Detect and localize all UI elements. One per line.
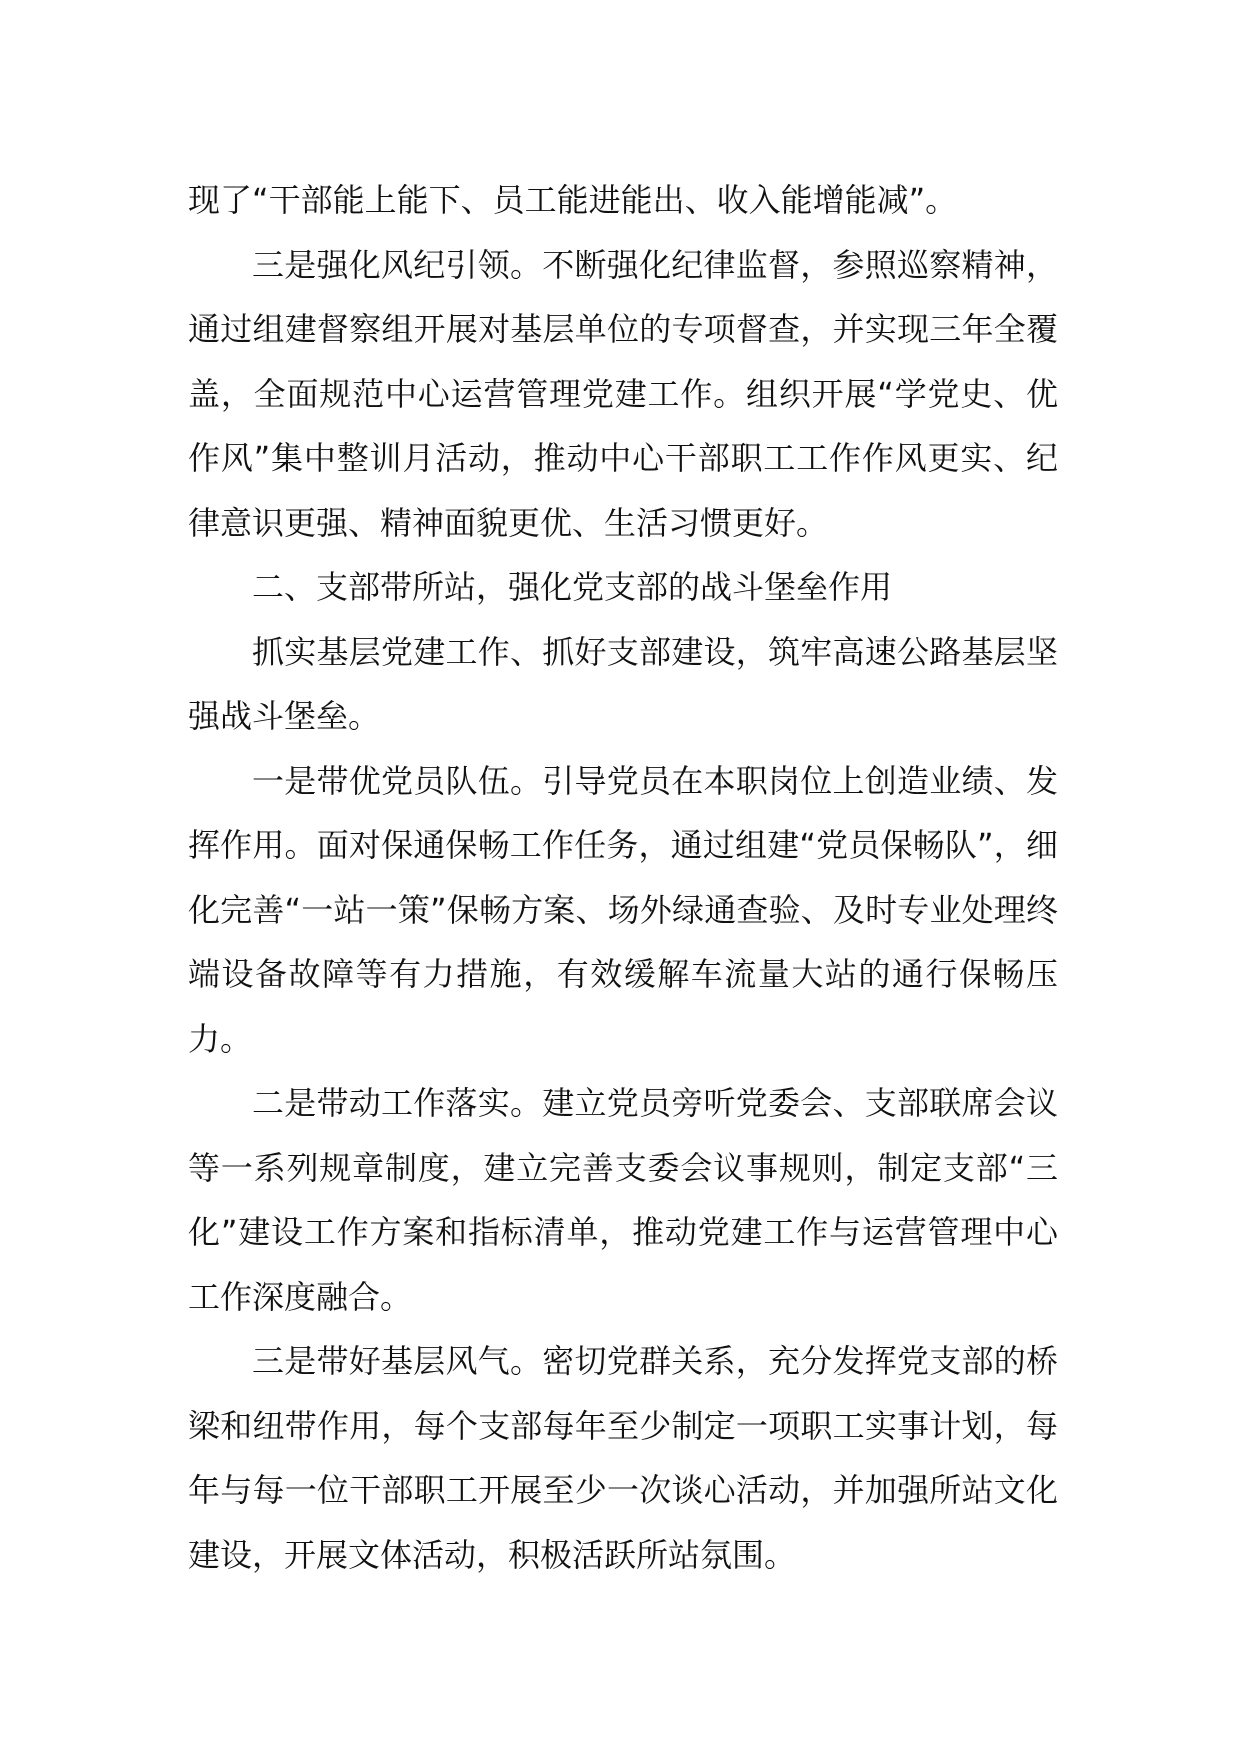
paragraph-branch-intro: 抓实基层党建工作、抓好支部建设，筑牢高速公路基层坚强战斗堡垒。 xyxy=(188,632,1058,735)
paragraph-work-implementation: 二是带动工作落实。建立党员旁听党委会、支部联席会议等一系列规章制度，建立完善支委会议事规则，制定支部“三化”建设工作方案和指标清单，推动党建工作与运营管理中心工作深度融合。 xyxy=(188,1084,1058,1316)
paragraph-grassroots-culture: 三是带好基层风气。密切党群关系，充分发挥党支部的桥梁和纽带作用，每个支部每年至少制定一项职工实事计划，每年与每一位干部职工开展至少一次谈心活动，并加强所站文化建设，开展文体活动，积极活跃所站氛围。 xyxy=(188,1342,1058,1574)
paragraph-discipline-guidance: 三是强化风纪引领。不断强化纪律监督，参照巡察精神，通过组建督察组开展对基层单位的专项督查，并实现三年全覆盖，全面规范中心运营管理党建工作。组织开展“学党史、优作风”集中整训月活动，推动中心干部职工工作作风更实、纪律意识更强、精神面貌更优、生活习惯更好。 xyxy=(188,245,1058,542)
paragraph-party-members: 一是带优党员队伍。引导党员在本职岗位上创造业绩、发挥作用。面对保通保畅工作任务，通过组建“党员保畅队”，细化完善“一站一策”保畅方案、场外绿通查验、及时专业处理终端设备故障等有力措施，有效缓解车流量大站的通行保畅压力。 xyxy=(188,761,1058,1058)
paragraph-continuation: 现了“干部能上能下、员工能进能出、收入能增能减”。 xyxy=(188,181,958,219)
document-body xyxy=(188,168,1058,1587)
section-heading-branch: 二、支部带所站，强化党支部的战斗堡垒作用 xyxy=(252,568,893,606)
